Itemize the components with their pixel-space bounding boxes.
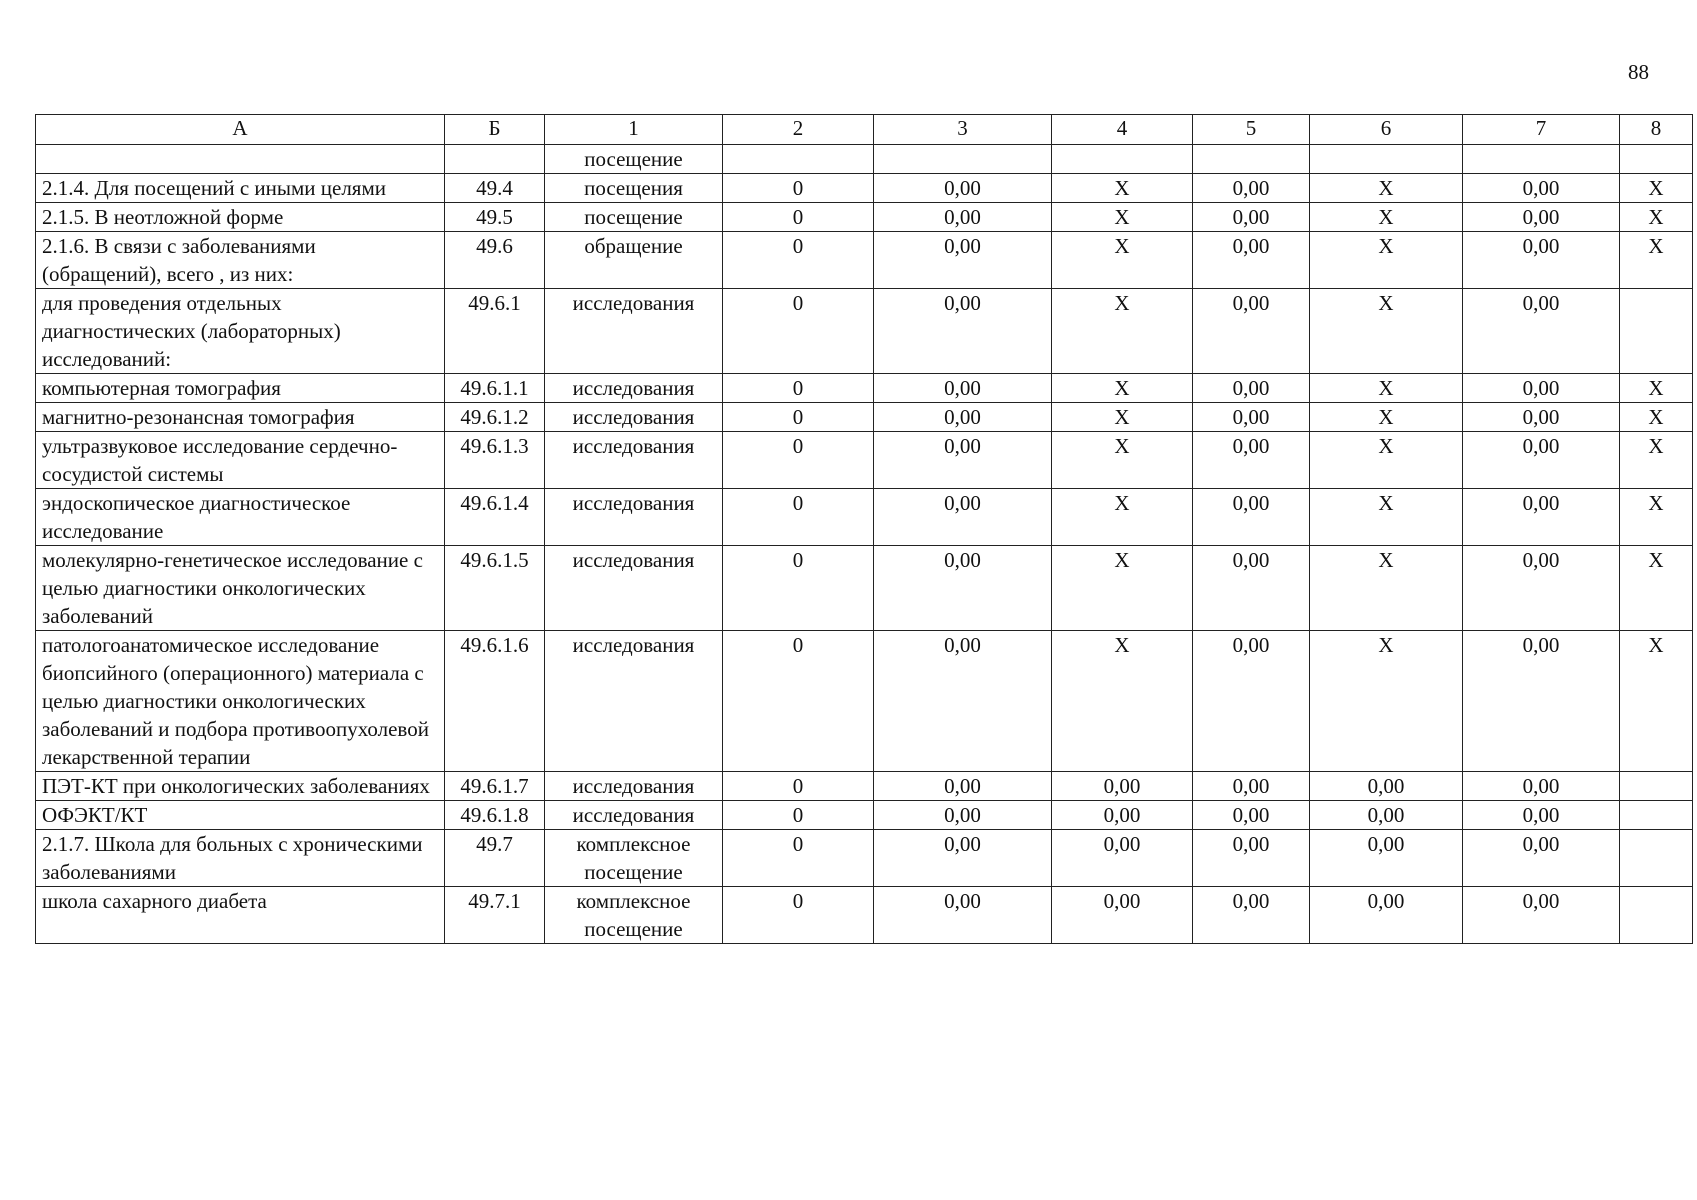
- row-label-cell: магнитно-резонансная томография: [36, 403, 445, 432]
- row-col6-cell: Х: [1310, 203, 1463, 232]
- row-col7-cell: 0,00: [1463, 887, 1620, 944]
- header-cell-4: 4: [1052, 115, 1193, 145]
- row-col5-cell: 0,00: [1193, 801, 1310, 830]
- row-col4-cell: 0,00: [1052, 772, 1193, 801]
- row-code-cell: 49.7: [445, 830, 545, 887]
- row-col8-cell: [1620, 772, 1693, 801]
- row-unit-cell: исследования: [545, 631, 723, 772]
- row-unit-cell: исследования: [545, 289, 723, 374]
- row-code-cell: 49.6.1.1: [445, 374, 545, 403]
- table-row: [36, 203, 1693, 232]
- row-col7-cell: 0,00: [1463, 489, 1620, 546]
- row-col3-cell: 0,00: [874, 830, 1052, 887]
- header-cell-5: 5: [1193, 115, 1310, 145]
- data-table: [35, 114, 1693, 944]
- header-cell-1: 1: [545, 115, 723, 145]
- table-row: [36, 374, 1693, 403]
- row-col5-cell: 0,00: [1193, 772, 1310, 801]
- table-row: [36, 631, 1693, 772]
- row-label-cell: ультразвуковое исследование сердечно-сосудистой системы: [36, 432, 445, 489]
- row-col2-cell: 0: [723, 432, 874, 489]
- page-number: 88: [1628, 60, 1649, 84]
- row-code-cell: 49.6.1.5: [445, 546, 545, 631]
- row-label-cell: ПЭТ-КТ при онкологических заболеваниях: [36, 772, 445, 801]
- row-col8-cell: Х: [1620, 432, 1693, 489]
- table-row: [36, 546, 1693, 631]
- row-col8-cell: Х: [1620, 403, 1693, 432]
- header-cell-7: 7: [1463, 115, 1620, 145]
- row-code-cell: [445, 145, 545, 174]
- table-body: [36, 145, 1693, 944]
- row-col7-cell: [1463, 145, 1620, 174]
- row-col7-cell: 0,00: [1463, 289, 1620, 374]
- row-col2-cell: 0: [723, 801, 874, 830]
- table-row: [36, 772, 1693, 801]
- row-col2-cell: 0: [723, 203, 874, 232]
- row-col3-cell: 0,00: [874, 203, 1052, 232]
- row-col8-cell: [1620, 830, 1693, 887]
- row-unit-cell: исследования: [545, 546, 723, 631]
- row-col5-cell: 0,00: [1193, 887, 1310, 944]
- row-col3-cell: 0,00: [874, 772, 1052, 801]
- row-col2-cell: 0: [723, 546, 874, 631]
- row-label-cell: 2.1.4. Для посещений с иными целями: [36, 174, 445, 203]
- row-col7-cell: 0,00: [1463, 772, 1620, 801]
- row-unit-cell: исследования: [545, 432, 723, 489]
- table-row: [36, 489, 1693, 546]
- row-col3-cell: 0,00: [874, 546, 1052, 631]
- header-cell-8: 8: [1620, 115, 1693, 145]
- row-col5-cell: 0,00: [1193, 830, 1310, 887]
- row-col3-cell: 0,00: [874, 631, 1052, 772]
- row-col7-cell: 0,00: [1463, 432, 1620, 489]
- row-code-cell: 49.6.1.8: [445, 801, 545, 830]
- row-code-cell: 49.6.1.3: [445, 432, 545, 489]
- row-col6-cell: 0,00: [1310, 887, 1463, 944]
- row-col6-cell: Х: [1310, 289, 1463, 374]
- table-row: [36, 432, 1693, 489]
- row-code-cell: 49.7.1: [445, 887, 545, 944]
- row-col4-cell: 0,00: [1052, 887, 1193, 944]
- row-col8-cell: [1620, 887, 1693, 944]
- row-col8-cell: Х: [1620, 489, 1693, 546]
- row-col6-cell: Х: [1310, 374, 1463, 403]
- row-unit-cell: посещение: [545, 145, 723, 174]
- row-unit-cell: исследования: [545, 489, 723, 546]
- row-unit-cell: исследования: [545, 374, 723, 403]
- row-col4-cell: Х: [1052, 489, 1193, 546]
- table-row: [36, 887, 1693, 944]
- row-col2-cell: 0: [723, 174, 874, 203]
- row-col5-cell: 0,00: [1193, 289, 1310, 374]
- row-col6-cell: 0,00: [1310, 801, 1463, 830]
- row-col8-cell: Х: [1620, 203, 1693, 232]
- row-code-cell: 49.6: [445, 232, 545, 289]
- row-col7-cell: 0,00: [1463, 174, 1620, 203]
- row-col4-cell: Х: [1052, 174, 1193, 203]
- row-unit-cell: посещения: [545, 174, 723, 203]
- row-col4-cell: Х: [1052, 232, 1193, 289]
- row-col6-cell: [1310, 145, 1463, 174]
- row-unit-cell: исследования: [545, 772, 723, 801]
- row-unit-cell: обращение: [545, 232, 723, 289]
- row-label-cell: для проведения отдельных диагностических (лабораторных) исследований:: [36, 289, 445, 374]
- row-col6-cell: Х: [1310, 489, 1463, 546]
- row-col7-cell: 0,00: [1463, 631, 1620, 772]
- row-col2-cell: 0: [723, 403, 874, 432]
- row-col3-cell: 0,00: [874, 801, 1052, 830]
- row-col3-cell: 0,00: [874, 489, 1052, 546]
- row-code-cell: 49.5: [445, 203, 545, 232]
- row-col6-cell: 0,00: [1310, 830, 1463, 887]
- row-col4-cell: Х: [1052, 289, 1193, 374]
- row-col7-cell: 0,00: [1463, 801, 1620, 830]
- row-col5-cell: 0,00: [1193, 232, 1310, 289]
- row-col6-cell: Х: [1310, 546, 1463, 631]
- row-label-cell: молекулярно-генетическое исследование с целью диагностики онкологических заболеваний: [36, 546, 445, 631]
- row-col2-cell: [723, 145, 874, 174]
- header-row: [36, 115, 1693, 145]
- row-unit-cell: посещение: [545, 203, 723, 232]
- row-col2-cell: 0: [723, 887, 874, 944]
- row-col5-cell: 0,00: [1193, 631, 1310, 772]
- row-code-cell: 49.6.1.7: [445, 772, 545, 801]
- row-col3-cell: 0,00: [874, 174, 1052, 203]
- row-col8-cell: Х: [1620, 631, 1693, 772]
- row-col4-cell: [1052, 145, 1193, 174]
- row-col6-cell: Х: [1310, 174, 1463, 203]
- row-col2-cell: 0: [723, 489, 874, 546]
- row-code-cell: 49.6.1.4: [445, 489, 545, 546]
- row-col3-cell: [874, 145, 1052, 174]
- row-code-cell: 49.6.1.6: [445, 631, 545, 772]
- row-col6-cell: Х: [1310, 403, 1463, 432]
- row-col2-cell: 0: [723, 631, 874, 772]
- row-col5-cell: 0,00: [1193, 374, 1310, 403]
- row-col7-cell: 0,00: [1463, 403, 1620, 432]
- row-label-cell: ОФЭКТ/КТ: [36, 801, 445, 830]
- row-unit-cell: комплексное посещение: [545, 830, 723, 887]
- row-col4-cell: 0,00: [1052, 801, 1193, 830]
- table-row: [36, 801, 1693, 830]
- row-col4-cell: Х: [1052, 631, 1193, 772]
- table-row: [36, 232, 1693, 289]
- row-col3-cell: 0,00: [874, 289, 1052, 374]
- row-col5-cell: 0,00: [1193, 546, 1310, 631]
- row-col6-cell: 0,00: [1310, 772, 1463, 801]
- row-col2-cell: 0: [723, 374, 874, 403]
- table-row: [36, 145, 1693, 174]
- row-label-cell: 2.1.6. В связи с заболеваниями (обращений), всего , из них:: [36, 232, 445, 289]
- row-col4-cell: Х: [1052, 374, 1193, 403]
- row-col3-cell: 0,00: [874, 403, 1052, 432]
- row-col2-cell: 0: [723, 289, 874, 374]
- row-col7-cell: 0,00: [1463, 232, 1620, 289]
- row-col5-cell: 0,00: [1193, 489, 1310, 546]
- row-col5-cell: 0,00: [1193, 403, 1310, 432]
- row-col8-cell: Х: [1620, 374, 1693, 403]
- row-col4-cell: Х: [1052, 432, 1193, 489]
- row-label-cell: 2.1.7. Школа для больных с хроническими заболеваниями: [36, 830, 445, 887]
- row-col3-cell: 0,00: [874, 374, 1052, 403]
- row-col4-cell: Х: [1052, 203, 1193, 232]
- row-col8-cell: [1620, 145, 1693, 174]
- row-code-cell: 49.6.1.2: [445, 403, 545, 432]
- row-code-cell: 49.4: [445, 174, 545, 203]
- row-unit-cell: исследования: [545, 403, 723, 432]
- row-col4-cell: 0,00: [1052, 830, 1193, 887]
- row-col3-cell: 0,00: [874, 232, 1052, 289]
- row-col8-cell: [1620, 289, 1693, 374]
- row-col2-cell: 0: [723, 772, 874, 801]
- row-unit-cell: исследования: [545, 801, 723, 830]
- table-row: [36, 403, 1693, 432]
- row-label-cell: 2.1.5. В неотложной форме: [36, 203, 445, 232]
- row-col6-cell: Х: [1310, 432, 1463, 489]
- row-col5-cell: 0,00: [1193, 432, 1310, 489]
- row-col7-cell: 0,00: [1463, 830, 1620, 887]
- row-col3-cell: 0,00: [874, 432, 1052, 489]
- header-cell-b: Б: [445, 115, 545, 145]
- row-label-cell: патологоанатомическое исследование биопсийного (операционного) материала с целью диагностики онкологических заболеваний и подбора противоопухолевой лекарственной терапии: [36, 631, 445, 772]
- table-row: [36, 289, 1693, 374]
- row-col6-cell: Х: [1310, 232, 1463, 289]
- row-label-cell: компьютерная томография: [36, 374, 445, 403]
- row-col5-cell: 0,00: [1193, 203, 1310, 232]
- row-label-cell: школа сахарного диабета: [36, 887, 445, 944]
- row-col4-cell: Х: [1052, 546, 1193, 631]
- row-col6-cell: Х: [1310, 631, 1463, 772]
- row-col7-cell: 0,00: [1463, 374, 1620, 403]
- header-cell-6: 6: [1310, 115, 1463, 145]
- row-col5-cell: [1193, 145, 1310, 174]
- row-code-cell: 49.6.1: [445, 289, 545, 374]
- row-label-cell: эндоскопическое диагностическое исследование: [36, 489, 445, 546]
- table-row: [36, 174, 1693, 203]
- row-col8-cell: Х: [1620, 232, 1693, 289]
- row-col2-cell: 0: [723, 232, 874, 289]
- row-col8-cell: Х: [1620, 546, 1693, 631]
- row-col8-cell: [1620, 801, 1693, 830]
- row-col3-cell: 0,00: [874, 887, 1052, 944]
- header-cell-2: 2: [723, 115, 874, 145]
- row-col7-cell: 0,00: [1463, 203, 1620, 232]
- row-label-cell: [36, 145, 445, 174]
- row-unit-cell: комплексное посещение: [545, 887, 723, 944]
- row-col2-cell: 0: [723, 830, 874, 887]
- row-col4-cell: Х: [1052, 403, 1193, 432]
- row-col8-cell: Х: [1620, 174, 1693, 203]
- header-cell-a: А: [36, 115, 445, 145]
- header-cell-3: 3: [874, 115, 1052, 145]
- row-col5-cell: 0,00: [1193, 174, 1310, 203]
- table-row: [36, 830, 1693, 887]
- row-col7-cell: 0,00: [1463, 546, 1620, 631]
